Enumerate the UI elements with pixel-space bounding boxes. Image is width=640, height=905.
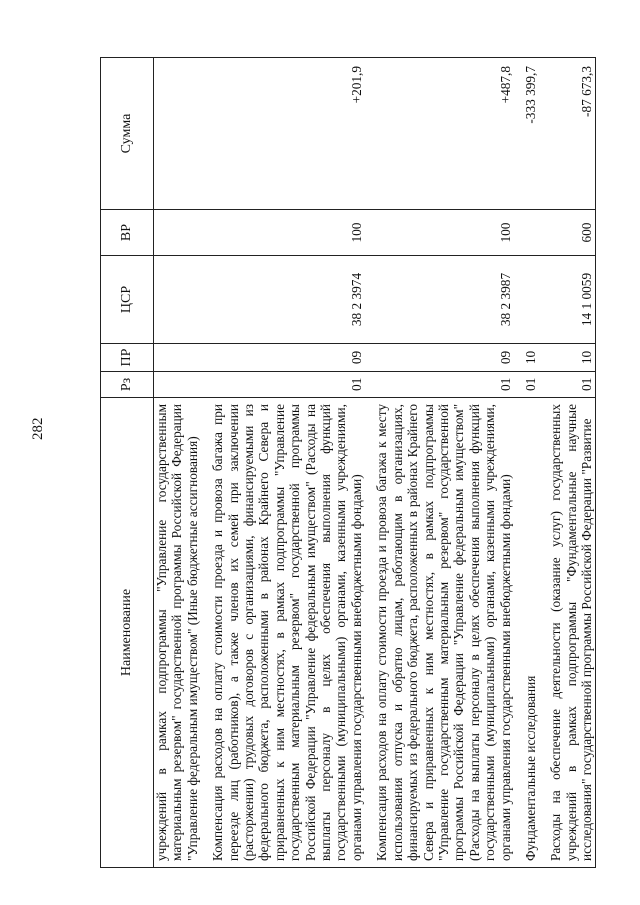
row-csr bbox=[154, 256, 201, 344]
row-csr bbox=[523, 256, 538, 344]
row-pr: 09 bbox=[210, 344, 364, 372]
table-row bbox=[374, 58, 513, 868]
row-pr: 09 bbox=[374, 344, 513, 372]
row-vr bbox=[154, 210, 201, 256]
row-sum: -333 399,7 bbox=[523, 58, 538, 210]
row-name: Компенсация расходов на оплату стоимости проезда и провоза багажа к месту использования отпуска и обратно лицам, работающим в организациях, финансируемых из федерального бюджета, расположенных в районах Крайнего Севера и приравненных к ним местностях, в рамках подпрограммы "Управление государственным материальным резервом" государственной программы Российской Федерации "Управление федеральным имуществом" (Расходы на выплаты персоналу в целях обеспечения выполнения функций государственными (муниципальными) органами, казенными учреждениями, органами управления государственными внебюджетными фондами) bbox=[374, 398, 513, 868]
table-row bbox=[154, 58, 201, 868]
table-row bbox=[523, 58, 538, 868]
row-name: Компенсация расходов на оплату стоимости проезда и провоза багажа при переезде лиц (работников), а также членов их семей при заключении (расторжении) трудовых договоров с организациями, финансируемыми из федерального бюджета, расположенными в районах Крайнего Севера и приравненных к ним местностях, в рамках подпрограммы "Управление государственным материальным резервом" государственной программы Российской Федерации "Управление федеральным имуществом" (Расходы на выплаты персоналу в целях обеспечения выполнения функций государственными (муниципальными) органами, казенными учреждениями, органами управления государственными внебюджетными фондами) bbox=[210, 398, 364, 868]
row-sum bbox=[154, 58, 201, 210]
row-name: Фундаментальные исследования bbox=[523, 398, 538, 868]
row-rz: 01 bbox=[523, 372, 538, 398]
row-pr: 10 bbox=[523, 344, 538, 372]
row-name: Расходы на обеспечение деятельности (оказание услуг) государственных учреждений в рамках подпрограммы "Фундаментальные научные исследования" государственной программы Российской Федерации "Развитие bbox=[548, 398, 595, 868]
budget-table bbox=[100, 57, 596, 868]
table-header-row bbox=[101, 58, 154, 868]
header-pr: ПР bbox=[101, 344, 154, 372]
table-row bbox=[548, 58, 595, 868]
page-number: 282 bbox=[30, 417, 46, 440]
row-rz: 01 bbox=[548, 372, 595, 398]
header-rz: Рз bbox=[101, 372, 154, 398]
header-csr: ЦСР bbox=[101, 256, 154, 344]
row-csr: 38 2 3974 bbox=[210, 256, 364, 344]
row-vr: 600 bbox=[548, 210, 595, 256]
row-vr bbox=[523, 210, 538, 256]
row-csr: 38 2 3987 bbox=[374, 256, 513, 344]
row-pr: 10 bbox=[548, 344, 595, 372]
row-csr: 14 1 0059 bbox=[548, 256, 595, 344]
header-name: Наименование bbox=[101, 398, 154, 868]
row-sum: -87 673,3 bbox=[548, 58, 595, 210]
row-pr bbox=[154, 344, 201, 372]
row-rz: 01 bbox=[210, 372, 364, 398]
row-sum: +201,9 bbox=[210, 58, 364, 210]
row-vr: 100 bbox=[374, 210, 513, 256]
table-row bbox=[210, 58, 364, 868]
header-vr: ВР bbox=[101, 210, 154, 256]
row-rz bbox=[154, 372, 201, 398]
row-vr: 100 bbox=[210, 210, 364, 256]
budget-table-sheet bbox=[100, 58, 608, 868]
row-rz: 01 bbox=[374, 372, 513, 398]
row-name: учреждений в рамках подпрограммы "Управление государственным материальным резервом" государственной программы Российской Федерации "Управление федеральным имуществом" (Иные бюджетные ассигнования) bbox=[154, 398, 201, 868]
header-sum: Сумма bbox=[101, 58, 154, 210]
row-sum: +487,8 bbox=[374, 58, 513, 210]
